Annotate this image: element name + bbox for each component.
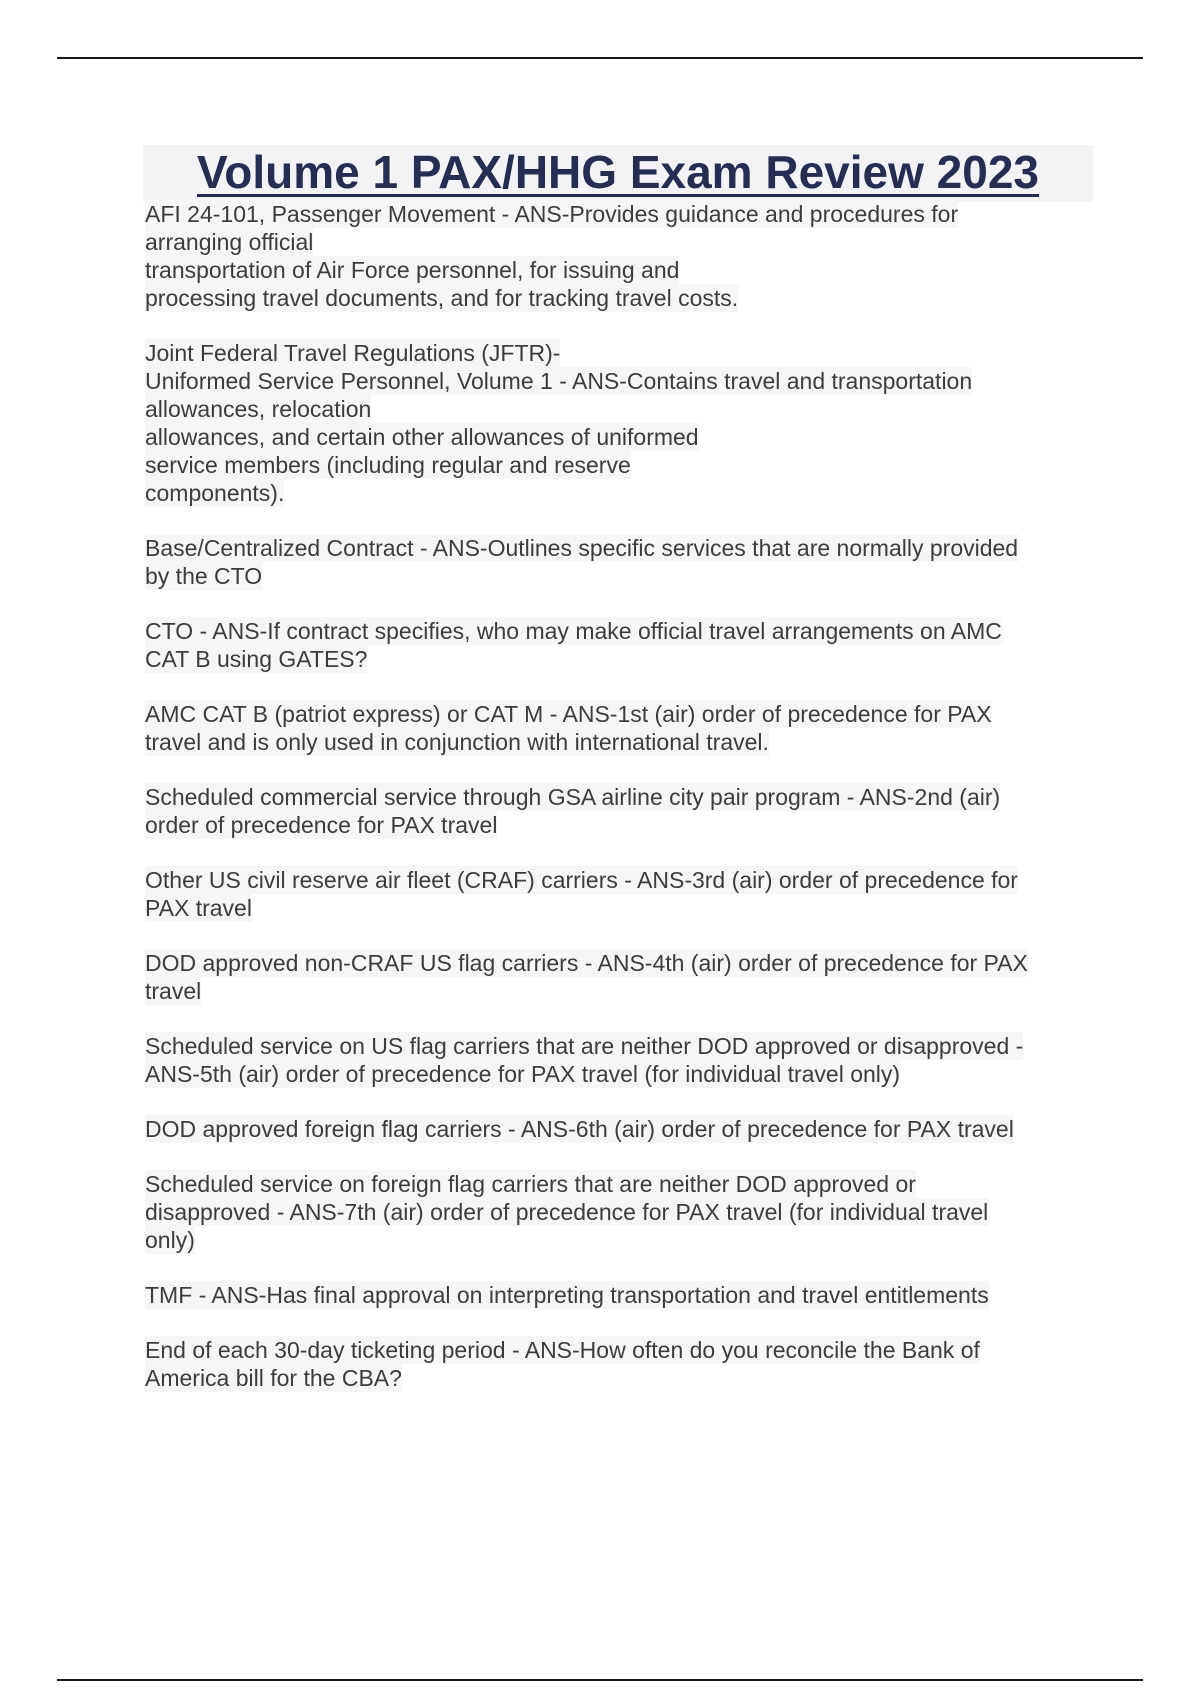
qa-entry-line: AMC CAT B (patriot express) or CAT M - ANS-1st (air) order of precedence for PAX bbox=[145, 701, 992, 727]
qa-entry bbox=[145, 1115, 1095, 1143]
qa-entry-line: CTO - ANS-If contract specifies, who may make official travel arrangements on AMC bbox=[145, 618, 1002, 644]
footer-rule bbox=[57, 1679, 1143, 1681]
qa-entry bbox=[145, 783, 1095, 839]
qa-entry-line: Scheduled service on foreign flag carriers that are neither DOD approved or bbox=[145, 1171, 916, 1197]
document-body bbox=[145, 200, 1095, 1419]
qa-entry bbox=[145, 1170, 1095, 1254]
qa-entry-line: PAX travel bbox=[145, 895, 252, 921]
qa-entry-line: Joint Federal Travel Regulations (JFTR)- bbox=[145, 340, 561, 366]
qa-entry bbox=[145, 949, 1095, 1005]
document-title: Volume 1 PAX/HHG Exam Review 2023 bbox=[197, 146, 1039, 198]
qa-entry-line: transportation of Air Force personnel, for issuing and bbox=[145, 257, 680, 283]
qa-entry-line: Uniformed Service Personnel, Volume 1 - ANS-Contains travel and transportation bbox=[145, 368, 973, 394]
qa-entry bbox=[145, 1336, 1095, 1392]
header-rule bbox=[57, 57, 1143, 59]
qa-entry-line: travel and is only used in conjunction with international travel. bbox=[145, 729, 769, 755]
qa-entry bbox=[145, 1281, 1095, 1309]
qa-entry bbox=[145, 1032, 1095, 1088]
qa-entry bbox=[145, 700, 1095, 756]
qa-entry-line: disapproved - ANS-7th (air) order of precedence for PAX travel (for individual travel bbox=[145, 1199, 989, 1225]
qa-entry-line: travel bbox=[145, 978, 202, 1004]
qa-entry bbox=[145, 339, 1095, 507]
qa-entry-line: CAT B using GATES? bbox=[145, 646, 368, 672]
qa-entry bbox=[145, 534, 1095, 590]
qa-entry-line: allowances, and certain other allowances of uniformed bbox=[145, 424, 699, 450]
qa-entry-line: by the CTO bbox=[145, 563, 263, 589]
qa-entry-line: Other US civil reserve air fleet (CRAF) carriers - ANS-3rd (air) order of precedence for bbox=[145, 867, 1018, 893]
title-band bbox=[143, 145, 1093, 202]
qa-entry-line: components). bbox=[145, 480, 285, 506]
qa-entry-line: allowances, relocation bbox=[145, 396, 372, 422]
qa-entry-line: TMF - ANS-Has final approval on interpreting transportation and travel entitlements bbox=[145, 1282, 989, 1308]
qa-entry-line: ANS-5th (air) order of precedence for PAX travel (for individual travel only) bbox=[145, 1061, 901, 1087]
qa-entry-line: processing travel documents, and for tracking travel costs. bbox=[145, 285, 739, 311]
qa-entry-line: service members (including regular and reserve bbox=[145, 452, 631, 478]
qa-entry-line: DOD approved foreign flag carriers - ANS-6th (air) order of precedence for PAX travel bbox=[145, 1116, 1014, 1142]
qa-entry-line: DOD approved non-CRAF US flag carriers - ANS-4th (air) order of precedence for PAX bbox=[145, 950, 1028, 976]
qa-entry-line: Scheduled commercial service through GSA airline city pair program - ANS-2nd (air) bbox=[145, 784, 1001, 810]
qa-entry-line: Scheduled service on US flag carriers that are neither DOD approved or disapproved - bbox=[145, 1033, 1024, 1059]
qa-entry bbox=[145, 200, 1095, 312]
qa-entry-line: AFI 24-101, Passenger Movement - ANS-Provides guidance and procedures for bbox=[145, 201, 959, 227]
qa-entry-line: America bill for the CBA? bbox=[145, 1365, 402, 1391]
qa-entry-line: only) bbox=[145, 1227, 195, 1253]
qa-entry-line: End of each 30-day ticketing period - ANS-How often do you reconcile the Bank of bbox=[145, 1337, 980, 1363]
qa-entry-line: Base/Centralized Contract - ANS-Outlines specific services that are normally provided bbox=[145, 535, 1019, 561]
qa-entry bbox=[145, 866, 1095, 922]
qa-entry-line: arranging official bbox=[145, 229, 314, 255]
qa-entry bbox=[145, 617, 1095, 673]
qa-entry-line: order of precedence for PAX travel bbox=[145, 812, 498, 838]
